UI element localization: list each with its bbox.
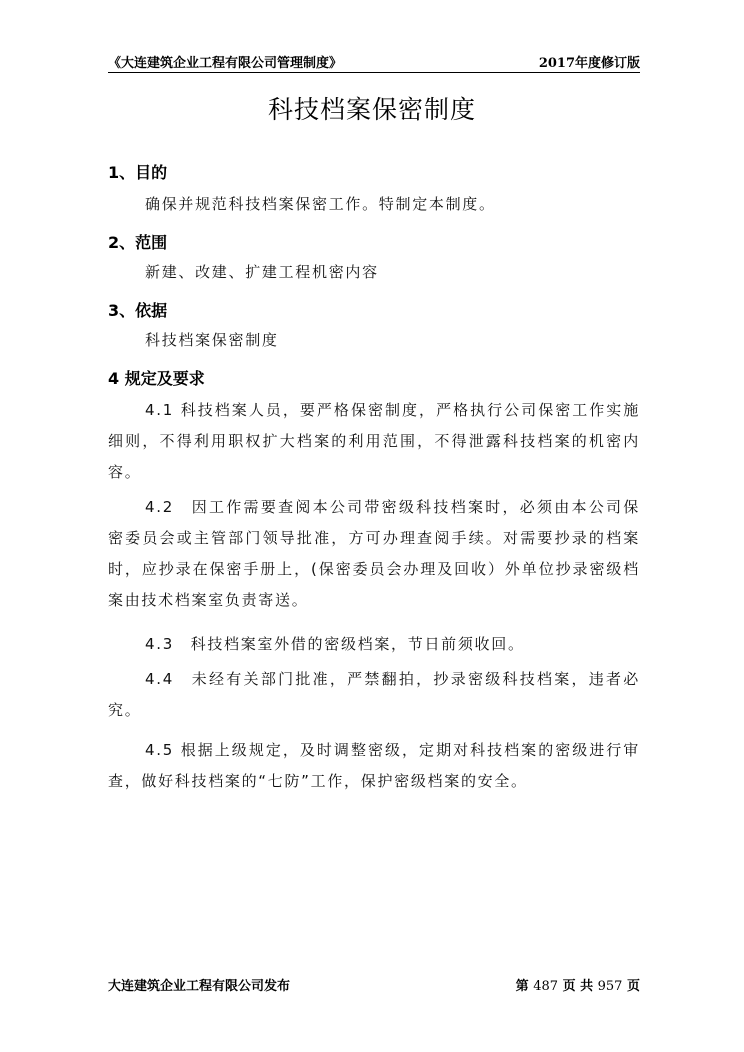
- page-suffix: 页: [626, 979, 640, 994]
- section-4-paragraph-1: 4.1 科技档案人员，要严格保密制度，严格执行公司保密工作实施细则，不得利用职权扩大档案的利用范围，不得泄露科技档案的机密内容。: [108, 401, 640, 481]
- footer-publisher: 大连建筑企业工程有限公司发布: [108, 979, 291, 994]
- section-2-heading: 2、范围: [108, 233, 168, 252]
- page-mid: 页 共: [562, 979, 594, 994]
- footer-page-number: [516, 975, 640, 994]
- page-prefix: 第: [515, 979, 529, 994]
- section-4-heading: 4 规定及要求: [108, 369, 205, 388]
- section-2-text: 新建、改建、扩建工程机密内容: [145, 263, 379, 281]
- section-4-paragraph-4: 4.4 未经有关部门批准，严禁翻拍，抄录密级科技档案，违者必究。: [108, 670, 640, 719]
- section-4-paragraph-2: 4.2 因工作需要查阅本公司带密级科技档案时，必须由本公司保密委员会或主管部门领导批准，方可办理查阅手续。对需要抄录的档案时，应抄录在保密手册上，(保密委员会办理及回收）外单位抄录密级档案由技术档案室负责寄送。: [108, 498, 640, 609]
- section-1-text: 确保并规范科技档案保密工作。特制定本制度。: [145, 195, 496, 213]
- section-3-heading: 3、依据: [108, 301, 168, 320]
- page-header: [108, 50, 640, 73]
- header-edition: 2017年度修订版: [538, 56, 640, 71]
- total-pages: 957: [597, 979, 623, 994]
- section-4-paragraph-3: 4.3 科技档案室外借的密级档案，节日前须收回。: [145, 635, 525, 653]
- section-3-text: 科技档案保密制度: [145, 331, 279, 349]
- current-page: 487: [533, 979, 559, 994]
- header-document-name: 《大连建筑企业工程有限公司管理制度》: [108, 56, 343, 71]
- section-4-paragraph-5: 4.5 根据上级规定，及时调整密级，定期对科技档案的密级进行审查，做好科技档案的“七防”工作，保护密级档案的安全。: [108, 741, 640, 790]
- section-1-heading: 1、目的: [108, 163, 168, 182]
- page-title: 科技档案保密制度: [267, 95, 476, 124]
